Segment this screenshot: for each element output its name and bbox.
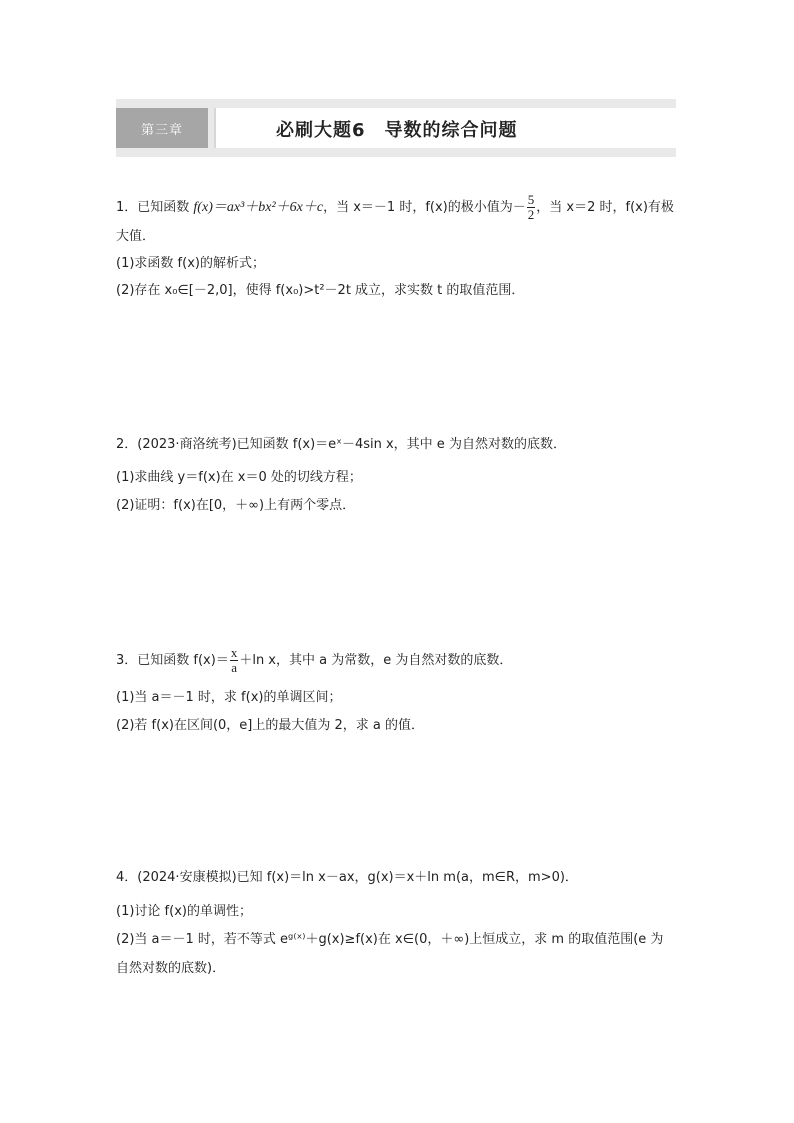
problem-4-part-2: (2)当 a＝－1 时，若不等式 eᵍ⁽ˣ⁾＋g(x)≥f(x)在 x∈(0，＋∞)上恒成立，求 m 的取值范围(e 为	[116, 932, 664, 947]
problem-1-part-2: (2)存在 x₀∈[－2,0]，使得 f(x₀)>t²－2t 成立，求实数 t 的取值范围．	[116, 283, 525, 298]
problem-text: (2023·商洛统考)已知函数 f(x)＝eˣ－4sin x，其中 e 为自然对数的底数．	[137, 437, 566, 452]
problem-2-part-2: (2)证明：f(x)在[0，＋∞)上有两个零点．	[116, 498, 356, 513]
problem-text: ，当 x＝－1 时，f(x)的极小值为－	[323, 200, 526, 215]
problem-formula: f(x)＝ax³＋bx²＋6x＋c	[193, 200, 324, 215]
problem-1-stem-cont: 大值．	[116, 229, 156, 244]
problem-1-stem	[116, 193, 674, 222]
problem-text: ＋ln x，其中 a 为常数，e 为自然对数的底数．	[239, 653, 513, 668]
problem-4-part-1: (1)讨论 f(x)的单调性；	[116, 904, 252, 919]
fraction: $\frac{x}{a}$	[230, 645, 238, 675]
problem-number: 2．	[116, 437, 138, 452]
problem-3-part-1: (1)当 a＝－1 时，求 f(x)的单调区间；	[116, 690, 342, 705]
problem-text: ，当 x＝2 时，f(x)有极	[536, 200, 674, 215]
fraction: $\frac{5}{2}$	[527, 192, 535, 222]
problem-2-part-1: (1)求曲线 y＝f(x)在 x＝0 处的切线方程；	[116, 470, 362, 485]
problem-3-part-2: (2)若 f(x)在区间(0，e]上的最大值为 2，求 a 的值．	[116, 718, 425, 733]
problem-4-stem	[116, 869, 578, 887]
problem-number: 3．	[116, 653, 138, 668]
problem-number: 1．	[116, 200, 138, 215]
problem-4-part-2-cont: 自然对数的底数)．	[116, 961, 226, 976]
chapter-tab	[116, 108, 208, 148]
problem-text: (2024·安康模拟)已知 f(x)＝ln x－ax，g(x)＝x＋ln m(a，m∈R，m>0)．	[137, 870, 578, 885]
problem-text: 已知函数 f(x)＝	[137, 653, 229, 668]
problem-3-stem	[116, 646, 512, 675]
problem-1-part-1: (1)求函数 f(x)的解析式；	[116, 256, 265, 271]
problem-text: 已知函数	[137, 200, 194, 215]
problem-2-stem	[116, 436, 566, 454]
chapter-label: 第三章	[140, 122, 183, 138]
page-title: 必刷大题6 导数的综合问题	[276, 120, 518, 141]
problem-number: 4．	[116, 870, 138, 885]
